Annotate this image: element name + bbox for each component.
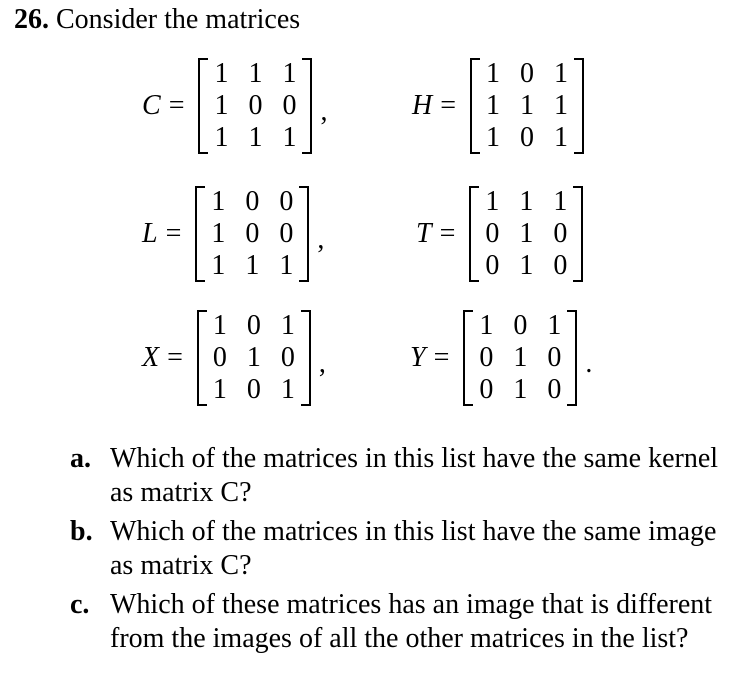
matrix-c — [198, 58, 312, 154]
question-a — [70, 442, 730, 510]
matrix-name-t: T — [416, 218, 432, 249]
matrix-cell: 0 — [479, 374, 494, 405]
question-b — [70, 515, 730, 583]
matrix-cell: 0 — [212, 342, 227, 373]
matrix-cell: 0 — [279, 186, 294, 217]
matrix-y — [463, 310, 577, 406]
matrix-cell: 1 — [214, 122, 229, 153]
matrix-cell: 1 — [519, 250, 534, 281]
equals-sign: = — [165, 218, 182, 249]
matrix-cell: 0 — [553, 218, 568, 249]
matrix-cell: 1 — [547, 310, 562, 341]
matrix-cell: 0 — [245, 186, 260, 217]
matrix-cell: 1 — [554, 58, 569, 89]
matrix-cell: 0 — [553, 250, 568, 281]
matrix-cell: 1 — [519, 218, 534, 249]
matrix-x — [197, 310, 311, 406]
question-text: Which of the matrices in this list have the same image as matrix C? — [110, 516, 717, 581]
equation-x — [142, 310, 326, 406]
matrix-l — [195, 186, 309, 282]
question-c — [70, 588, 730, 656]
equation-h — [412, 58, 592, 154]
matrix-cell: 0 — [479, 342, 494, 373]
equation-c — [142, 58, 327, 154]
matrix-cell: 1 — [212, 374, 227, 405]
matrix-cell: 1 — [486, 58, 501, 89]
matrix-cell: 1 — [554, 122, 569, 153]
matrix-cell: 1 — [214, 90, 229, 121]
matrix-cell: 1 — [485, 186, 500, 217]
punctuation: , — [317, 224, 325, 255]
matrix-cell: 1 — [282, 122, 297, 153]
matrix-cell: 1 — [479, 310, 494, 341]
matrix-h — [470, 58, 584, 154]
matrix-cell: 0 — [279, 218, 294, 249]
matrix-cell: 1 — [248, 58, 263, 89]
question-label: a. — [70, 443, 91, 474]
matrix-cell: 1 — [513, 374, 528, 405]
equals-sign: = — [167, 342, 183, 373]
punctuation: , — [318, 348, 326, 379]
equation-y — [410, 310, 592, 406]
equals-sign: = — [433, 342, 450, 373]
matrix-cell: 0 — [485, 250, 500, 281]
problem-header — [14, 2, 300, 38]
matrix-cell: 1 — [211, 250, 226, 281]
matrix-cell: 1 — [553, 186, 568, 217]
matrix-cell: 1 — [211, 218, 226, 249]
matrix-cell: 0 — [520, 122, 535, 153]
equation-t — [416, 186, 591, 282]
matrix-cell: 1 — [486, 90, 501, 121]
matrix-cell: 1 — [520, 90, 535, 121]
matrix-name-c: C — [142, 90, 161, 121]
matrix-cell: 1 — [245, 250, 260, 281]
matrix-cell: 0 — [513, 310, 528, 341]
matrix-cell: 0 — [280, 342, 295, 373]
matrix-cell: 1 — [519, 186, 534, 217]
matrix-cell: 1 — [279, 250, 294, 281]
matrix-cell: 1 — [282, 58, 297, 89]
matrix-cell: 1 — [486, 122, 501, 153]
matrix-cell: 0 — [246, 374, 261, 405]
matrix-cell: 1 — [554, 90, 569, 121]
matrix-cell: 1 — [280, 374, 295, 405]
matrix-cell: 1 — [248, 122, 263, 153]
equation-l — [142, 186, 324, 282]
question-text: Which of these matrices has an image that is different from the images of all the other matrices in the list? — [110, 589, 713, 654]
equals-sign: = — [439, 218, 456, 249]
matrix-name-h: H — [412, 90, 433, 121]
punctuation: . — [585, 348, 593, 379]
matrix-name-l: L — [142, 218, 158, 249]
matrix-cell: 1 — [212, 310, 227, 341]
question-label: b. — [70, 516, 93, 547]
problem-intro: Consider the matrices — [56, 4, 301, 35]
problem-number: 26. — [14, 4, 49, 35]
matrix-cell: 1 — [214, 58, 229, 89]
matrix-cell: 1 — [280, 310, 295, 341]
matrix-t — [469, 186, 583, 282]
equals-sign: = — [440, 90, 457, 121]
matrix-cell: 0 — [547, 342, 562, 373]
matrix-name-x: X — [142, 342, 160, 373]
matrix-cell: 1 — [211, 186, 226, 217]
matrix-cell: 0 — [245, 218, 260, 249]
matrix-cell: 0 — [485, 218, 500, 249]
equals-sign: = — [168, 90, 185, 121]
matrix-name-y: Y — [410, 342, 426, 373]
matrix-cell: 0 — [246, 310, 261, 341]
question-text: Which of the matrices in this list have the same kernel as matrix C? — [110, 443, 719, 508]
matrix-cell: 0 — [248, 90, 263, 121]
matrix-cell: 0 — [520, 58, 535, 89]
matrix-cell: 1 — [246, 342, 261, 373]
punctuation: , — [320, 96, 328, 127]
question-label: c. — [70, 589, 90, 620]
matrix-cell: 0 — [282, 90, 297, 121]
matrix-cell: 1 — [513, 342, 528, 373]
matrix-cell: 0 — [547, 374, 562, 405]
